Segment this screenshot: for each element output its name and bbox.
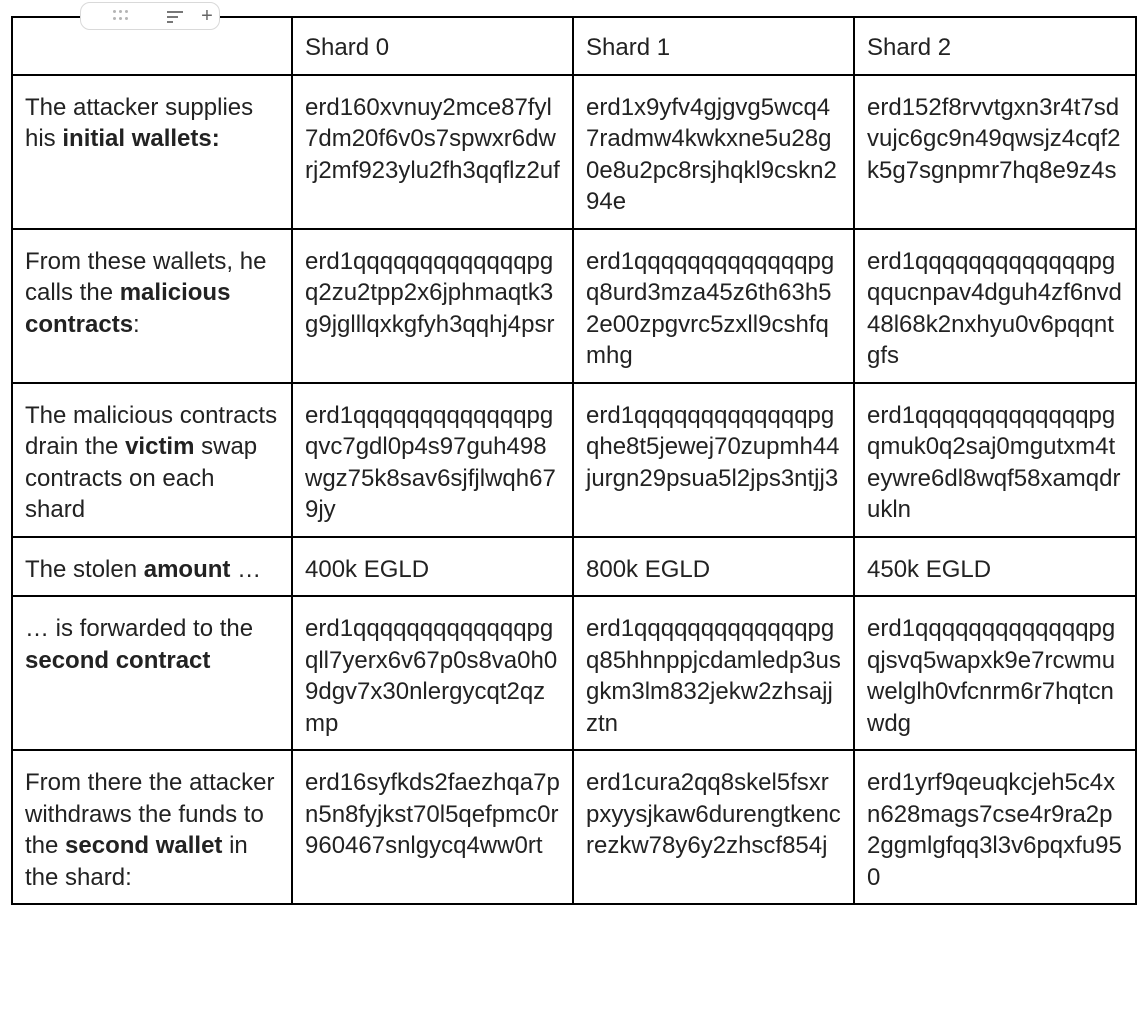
label-bold: amount (143, 555, 231, 583)
cell-shard-0: erd1qqqqqqqqqqqqqpgqll7yerx6v67p0s8va0h09dgv7x30nlergycqt2qzmp (292, 596, 573, 750)
cell-shard-2: erd1yrf9qeuqkcjeh5c4xn628mags7cse4r9ra2p2ggmlgfqq3l3v6pqxfu950 (854, 750, 1136, 904)
row-label (12, 229, 292, 383)
row-label (12, 75, 292, 229)
label-bold: initial wallets: (62, 125, 220, 152)
table-row-second-wallet (12, 750, 1136, 904)
row-label (12, 596, 292, 750)
shard-table (11, 16, 1137, 905)
label-text: From these wallets, he calls the (25, 247, 267, 306)
label-bold: second contract (25, 646, 211, 674)
row-label (12, 537, 292, 597)
label-text: swap contracts on each shard (25, 433, 258, 523)
cell-shard-0: erd1qqqqqqqqqqqqqpgqvc7gdl0p4s97guh498wgz75k8sav6sjfjlwqh679jy (292, 383, 573, 537)
label-bold: malicious contracts (25, 279, 231, 338)
label-text: The stolen (25, 555, 144, 583)
label-bold: second wallet (65, 832, 223, 859)
table-row-stolen-amount (12, 537, 1136, 597)
table-row-initial-wallets (12, 75, 1136, 229)
cell-shard-2: erd1qqqqqqqqqqqqqpgqjsvq5wapxk9e7rcwmuwelglh0vfcnrm6r7hqtcnwdg (854, 596, 1136, 750)
cell-shard-0: erd160xvnuy2mce87fyl7dm20f6v0s7spwxr6dwrj2mf923ylu2fh3qqflz2uf (292, 75, 573, 229)
cell-shard-2: erd152f8rvvtgxn3r4t7sdvujc6gc9n49qwsjz4cqf2k5g7sgnpmr7hq8e9z4s (854, 75, 1136, 229)
cell-shard-2: erd1qqqqqqqqqqqqqpgqqucnpav4dguh4zf6nvd48l68k2nxhyu0v6pqqntgfs (854, 229, 1136, 383)
cell-shard-1: erd1qqqqqqqqqqqqqpgq8urd3mza45z6th63h52e00zpgvrc5zxll9cshfqmhg (573, 229, 854, 383)
label-text: in the shard: (25, 832, 248, 891)
header-shard-2: Shard 2 (854, 17, 1136, 75)
cell-shard-0: erd1qqqqqqqqqqqqqpgq2zu2tpp2x6jphmaqtk3g9jglllqxkgfyh3qqhj4psr (292, 229, 573, 383)
table-row-malicious-contracts (12, 229, 1136, 383)
header-shard-0: Shard 0 (292, 17, 573, 75)
table-toolbar (80, 2, 220, 30)
cell-shard-1: 800k EGLD (573, 537, 854, 597)
cell-shard-2: erd1qqqqqqqqqqqqqpgqmuk0q2saj0mgutxm4teywre6dl8wqf58xamqdrukln (854, 383, 1136, 537)
cell-shard-2: 450k EGLD (854, 537, 1136, 597)
label-text: … (230, 555, 262, 583)
row-label (12, 383, 292, 537)
table-row-victim-contracts (12, 383, 1136, 537)
row-label (12, 750, 292, 904)
cell-shard-0: 400k EGLD (292, 537, 573, 597)
label-text: From there the attacker withdraws the funds to the (25, 769, 275, 859)
label-text: : (133, 310, 140, 338)
cell-shard-1: erd1qqqqqqqqqqqqqpgq85hhnppjcdamledp3usgkm3lm832jekw2zhsajjztn (573, 596, 854, 750)
cell-shard-1: erd1cura2qq8skel5fsxrpxyysjkaw6durengtkencrezkw78y6y2zhscf854j (573, 750, 854, 904)
table-row-second-contract (12, 596, 1136, 750)
label-text: The attacker supplies his (25, 93, 254, 152)
sort-icon[interactable] (167, 11, 183, 23)
cell-shard-0: erd16syfkds2faezhqa7pn5n8fyjkst70l5qefpmc0r960467snlgycq4ww0rt (292, 750, 573, 904)
header-shard-1: Shard 1 (573, 17, 854, 75)
cell-shard-1: erd1qqqqqqqqqqqqqpgqhe8t5jewej70zupmh44jurgn29psua5l2jps3ntjj3 (573, 383, 854, 537)
label-text: The malicious contracts drain the (25, 401, 278, 460)
plus-icon[interactable]: + (201, 5, 213, 27)
label-bold: victim (125, 433, 195, 460)
label-text: … is forwarded to the (25, 615, 254, 642)
drag-handle-icon[interactable] (113, 10, 133, 22)
cell-shard-1: erd1x9yfv4gjgvg5wcq47radmw4kwkxne5u28g0e8u2pc8rsjhqkl9cskn294e (573, 75, 854, 229)
